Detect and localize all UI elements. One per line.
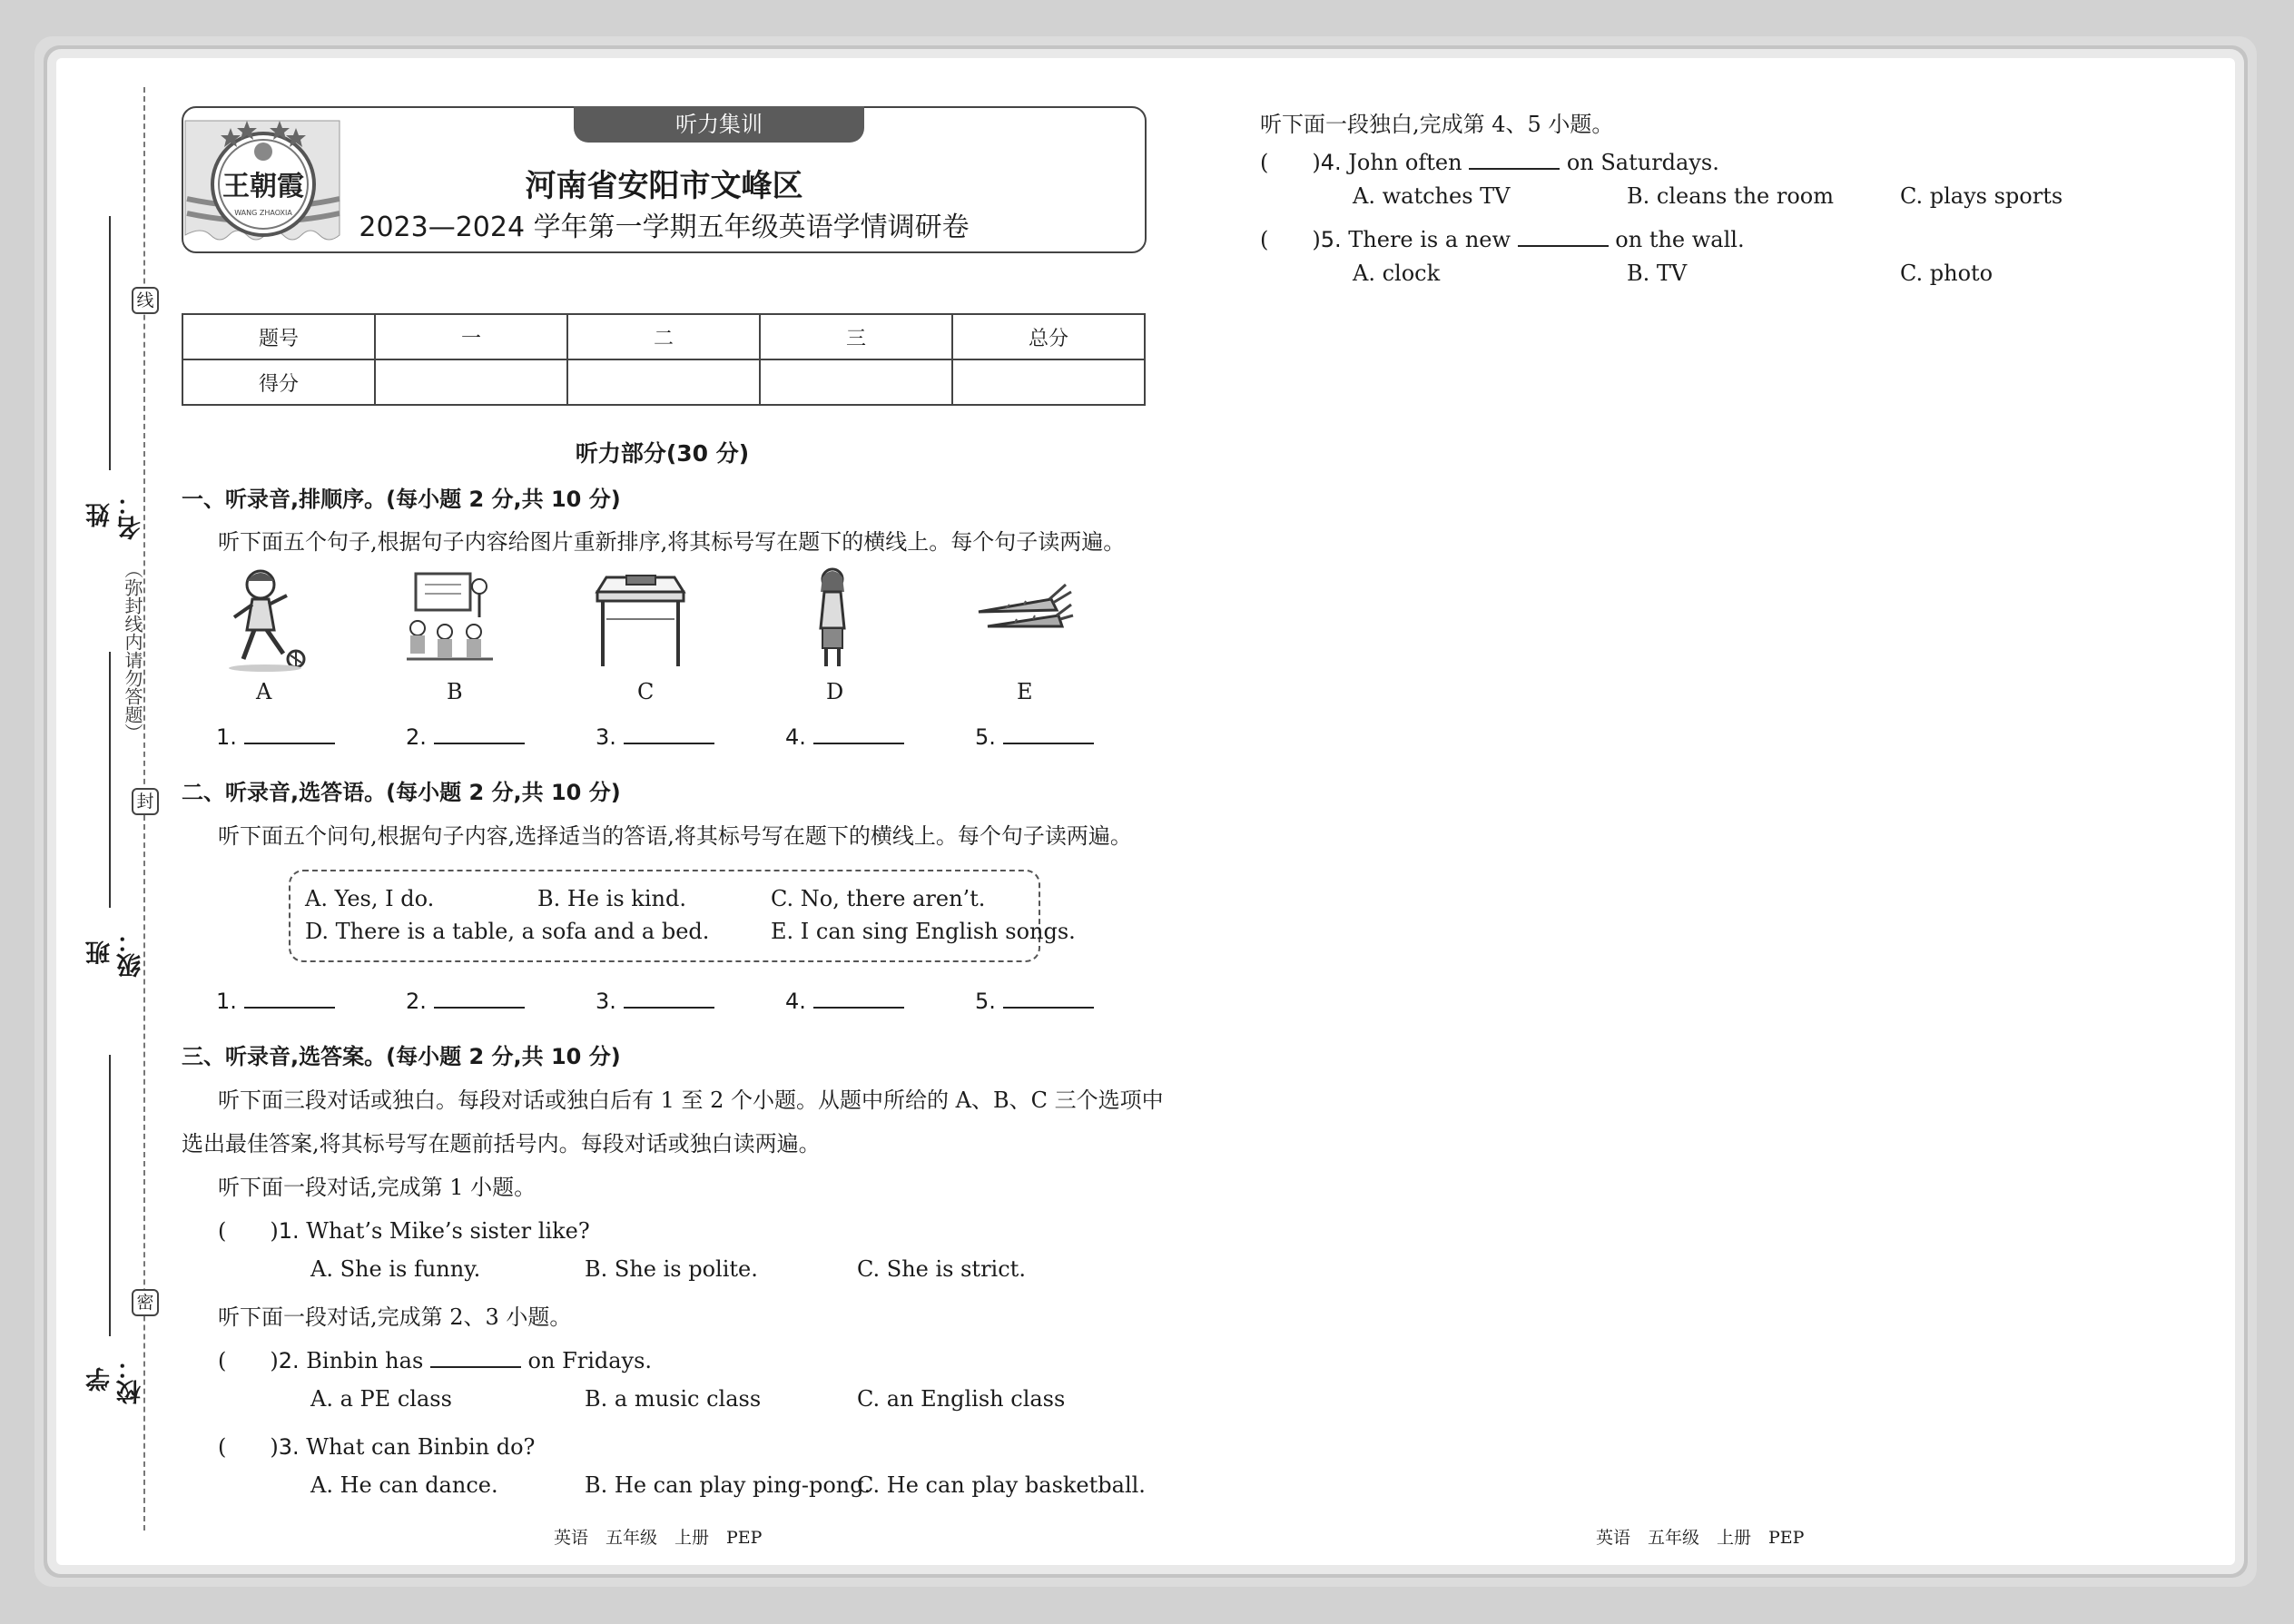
- answer-line[interactable]: [813, 723, 904, 744]
- part1-title: 一、听录音,排顺序。(每小题 2 分,共 10 分): [182, 487, 621, 512]
- answer-line[interactable]: [434, 723, 525, 744]
- option-a: A. Yes, I do.: [305, 886, 435, 911]
- picture-label-c: C: [637, 679, 655, 704]
- picture-a-boy-kicking-ball: [211, 565, 315, 674]
- score-table-cell: 一: [375, 314, 567, 359]
- picture-b-children-in-class: [398, 565, 502, 674]
- seal-char-line: 线: [132, 287, 159, 314]
- part3-instruction-1: 听下面三段对话或独白。每段对话或独白后有 1 至 2 个小题。从题中所给的 A、B、C 三个选项中: [218, 1088, 1164, 1113]
- option-e: E. I can sing English songs.: [771, 919, 1076, 944]
- score-table-row: [182, 359, 1145, 405]
- exam-header: [182, 106, 1147, 253]
- question-3: ( )3. What can Binbin do?: [218, 1434, 536, 1460]
- class-label: 班级：: [86, 929, 145, 978]
- part1-blank-1[interactable]: 1.: [216, 723, 335, 750]
- picture-label-d: D: [826, 679, 844, 704]
- fill-blank[interactable]: [1469, 148, 1560, 170]
- part1-blank-4[interactable]: 4.: [785, 723, 904, 750]
- q5-option-a: A. clock: [1353, 261, 1441, 286]
- score-input-cell[interactable]: [375, 359, 567, 405]
- answer-line[interactable]: [244, 987, 335, 1009]
- fill-blank[interactable]: [1518, 225, 1609, 247]
- school-field-line[interactable]: [109, 1055, 111, 1336]
- monologue-intro: 听下面一段独白,完成第 4、5 小题。: [1260, 112, 1614, 137]
- exam-title-line1: 河南省安阳市文峰区: [525, 168, 803, 204]
- part1-blank-2[interactable]: 2.: [406, 723, 525, 750]
- question-2: ( )2. Binbin has on Fridays.: [218, 1348, 653, 1373]
- part2-blank-3[interactable]: 3.: [596, 987, 714, 1014]
- picture-e-carrots: [970, 572, 1074, 681]
- part3-instruction-2: 选出最佳答案,将其标号写在题前括号内。每段对话或独白读两遍。: [182, 1131, 821, 1156]
- answer-paren[interactable]: ( ): [218, 1434, 279, 1460]
- answer-line[interactable]: [244, 723, 335, 744]
- answer-paren[interactable]: ( ): [1260, 227, 1321, 252]
- score-table-cell: 总分: [952, 314, 1145, 359]
- picture-d-girl-standing: [781, 565, 885, 674]
- header-tab: 听力集训: [574, 106, 864, 143]
- dialogue-intro-1: 听下面一段对话,完成第 1 小题。: [218, 1175, 537, 1200]
- exam-title-line2: 2023—2024 学年第一学期五年级英语学情调研卷: [359, 212, 970, 243]
- answer-line[interactable]: [813, 987, 904, 1009]
- q3-option-c: C. He can play basketball.: [857, 1472, 1146, 1498]
- answer-line[interactable]: [1003, 723, 1094, 744]
- option-b: B. He is kind.: [537, 886, 686, 911]
- q1-option-b: B. She is polite.: [585, 1256, 758, 1282]
- part1-instruction: 听下面五个句子,根据句子内容给图片重新排序,将其标号写在题下的横线上。每个句子读两遍。: [218, 529, 1126, 555]
- picture-c-desk-with-book: [588, 565, 693, 674]
- answer-paren[interactable]: ( ): [1260, 150, 1321, 175]
- fill-blank[interactable]: [430, 1346, 521, 1368]
- answer-paren[interactable]: ( ): [218, 1348, 279, 1373]
- score-input-cell[interactable]: [760, 359, 952, 405]
- picture-label-e: E: [1017, 679, 1033, 704]
- part2-blank-5[interactable]: 5.: [975, 987, 1094, 1014]
- part2-title: 二、听录音,选答语。(每小题 2 分,共 10 分): [182, 780, 621, 805]
- seal-char-secret: 密: [132, 1289, 159, 1316]
- option-c: C. No, there aren’t.: [771, 886, 986, 911]
- score-table-cell: 二: [567, 314, 760, 359]
- q4-option-b: B. cleans the room: [1627, 183, 1834, 209]
- answer-paren[interactable]: ( ): [218, 1218, 279, 1244]
- part1-blank-5[interactable]: 5.: [975, 723, 1094, 750]
- seal-char-seal: 封: [132, 788, 159, 815]
- q2-option-c: C. an English class: [857, 1386, 1066, 1412]
- question-1: ( )1. What’s Mike’s sister like?: [218, 1218, 590, 1244]
- seal-note: （弥封线内请勿答题）: [122, 560, 143, 742]
- q3-option-b: B. He can play ping-pong.: [585, 1472, 871, 1498]
- score-table: [182, 313, 1146, 406]
- q1-option-a: A. She is funny.: [310, 1256, 481, 1282]
- answer-line[interactable]: [624, 723, 714, 744]
- q4-option-a: A. watches TV: [1353, 183, 1511, 209]
- part2-blank-1[interactable]: 1.: [216, 987, 335, 1014]
- logo-text: 王朝霞: [222, 171, 304, 202]
- q2-option-a: A. a PE class: [310, 1386, 452, 1412]
- score-table-cell: 得分: [182, 359, 375, 405]
- part2-blank-2[interactable]: 2.: [406, 987, 525, 1014]
- footer-right: 英语 五年级 上册 PEP: [1596, 1528, 1805, 1548]
- picture-label-b: B: [447, 679, 463, 704]
- picture-label-a: A: [256, 679, 272, 704]
- part3-title: 三、听录音,选答案。(每小题 2 分,共 10 分): [182, 1044, 621, 1069]
- option-d: D. There is a table, a sofa and a bed.: [305, 919, 710, 944]
- answer-line[interactable]: [624, 987, 714, 1009]
- answer-line[interactable]: [434, 987, 525, 1009]
- q5-option-b: B. TV: [1627, 261, 1688, 286]
- name-field-line[interactable]: [109, 216, 111, 470]
- school-label: 学校：: [86, 1355, 145, 1404]
- footer-left: 英语 五年级 上册 PEP: [554, 1528, 763, 1548]
- part2-blank-4[interactable]: 4.: [785, 987, 904, 1014]
- score-input-cell[interactable]: [567, 359, 760, 405]
- q2-option-b: B. a music class: [585, 1386, 762, 1412]
- answer-options-box: [289, 870, 1040, 962]
- answer-line[interactable]: [1003, 987, 1094, 1009]
- question-4: ( )4. John often on Saturdays.: [1260, 150, 1719, 175]
- score-input-cell[interactable]: [952, 359, 1145, 405]
- part2-instruction: 听下面五个问句,根据句子内容,选择适当的答语,将其标号写在题下的横线上。每个句子读两遍。: [218, 823, 1132, 849]
- q4-option-c: C. plays sports: [1900, 183, 2063, 209]
- score-table-cell: 题号: [182, 314, 375, 359]
- q3-option-a: A. He can dance.: [310, 1472, 498, 1498]
- score-table-cell: 三: [760, 314, 952, 359]
- dialogue-intro-2: 听下面一段对话,完成第 2、3 小题。: [218, 1304, 572, 1330]
- score-table-row: [182, 314, 1145, 359]
- question-5: ( )5. There is a new on the wall.: [1260, 227, 1745, 252]
- part1-blank-3[interactable]: 3.: [596, 723, 714, 750]
- q1-option-c: C. She is strict.: [857, 1256, 1026, 1282]
- section-title: 听力部分(30 分): [575, 440, 750, 467]
- svg-text:WANG ZHAOXIA: WANG ZHAOXIA: [234, 209, 292, 217]
- name-label: 姓名：: [86, 491, 145, 540]
- q5-option-c: C. photo: [1900, 261, 1994, 286]
- class-field-line[interactable]: [109, 652, 111, 908]
